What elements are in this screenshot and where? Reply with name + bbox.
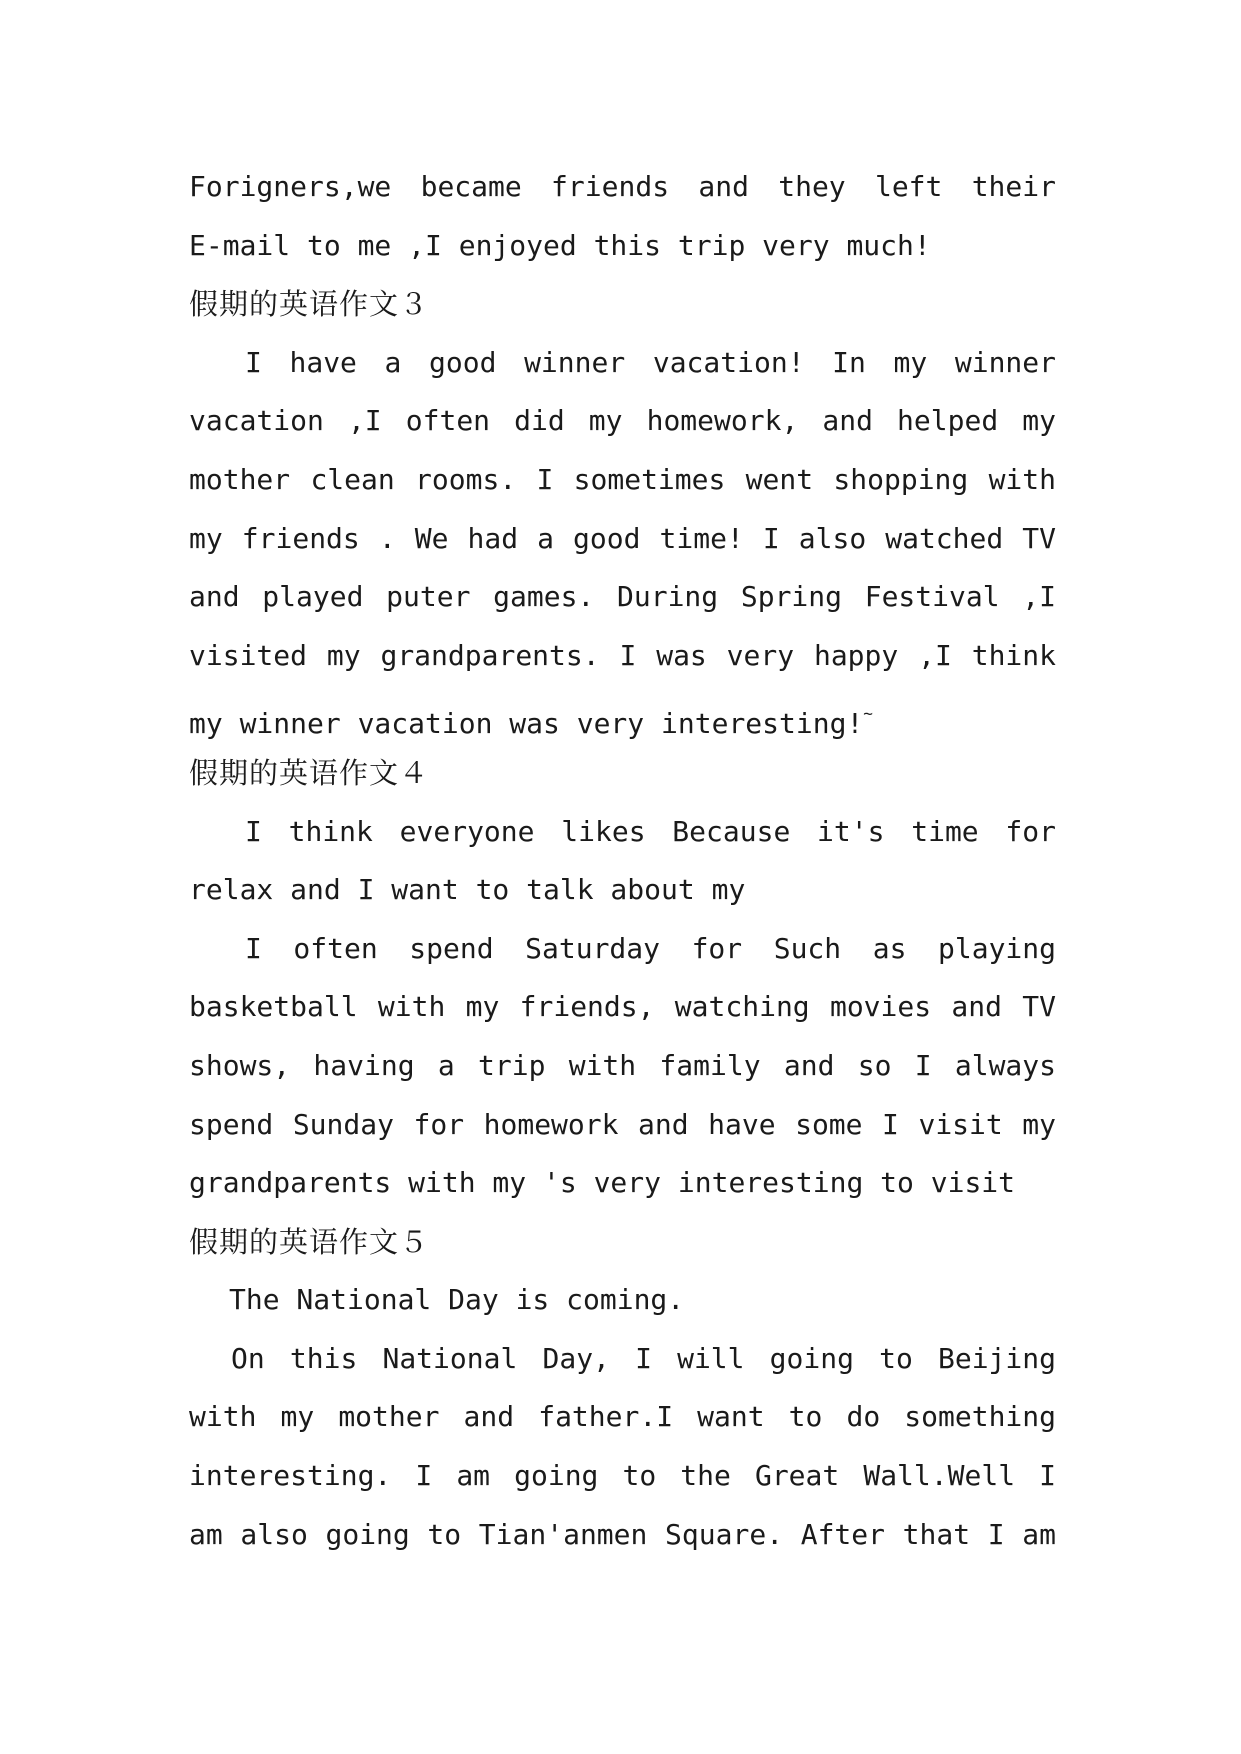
- text-line-content: my winner vacation was very interesting!: [189, 707, 864, 741]
- text-line: [189, 1271, 1056, 1330]
- document-body: [189, 158, 1056, 1564]
- text-line: [189, 334, 1056, 393]
- text-line: [189, 1330, 1056, 1389]
- text-line: am also going to Tian'anmen Square. After that I am: [189, 1517, 1056, 1551]
- text-line: vacation ,I often did my homework, and helped my: [189, 404, 1056, 438]
- text-line-content: On this National Day, I will going to Beijing: [231, 1341, 1056, 1375]
- text-line: [189, 920, 1056, 979]
- text-line: and played puter games. During Spring Festival ,I: [189, 580, 1056, 614]
- text-line-content: I often spend Saturday for Such as playing: [245, 931, 1056, 965]
- text-line: with my mother and father.I want to do something: [189, 1400, 1056, 1434]
- text-line-content: I have a good winner vacation! In my winner: [245, 345, 1056, 379]
- section-heading: 假期的英语作文４: [189, 755, 430, 790]
- text-line-content: The National Day is coming.: [229, 1283, 685, 1317]
- text-line: my friends . We had a good time! I also watched TV: [189, 521, 1056, 555]
- text-line: basketball with my friends, watching movies and TV: [189, 990, 1056, 1024]
- text-line: spend Sunday for homework and have some I visit my: [189, 1107, 1056, 1141]
- text-line: mother clean rooms. I sometimes went shopping with: [189, 462, 1056, 496]
- text-line: [189, 803, 1056, 862]
- text-line: grandparents with my 's very interesting to visit: [189, 1166, 1016, 1200]
- tilde-mark: ~: [863, 704, 873, 724]
- section-heading: 假期的英语作文５: [189, 1224, 430, 1259]
- section-heading: 假期的英语作文３: [189, 287, 430, 322]
- text-line: visited my grandparents. I was very happy ,I think: [189, 638, 1056, 672]
- text-line: Forigners,we became friends and they left their: [189, 170, 1056, 203]
- text-line: E-mail to me ,I enjoyed this trip very much!: [189, 228, 931, 262]
- text-line: shows, having a trip with family and so I always: [189, 1048, 1056, 1082]
- text-line: relax and I want to talk about my: [189, 873, 746, 907]
- text-line-content: I think everyone likes Because it's time for: [245, 814, 1056, 848]
- text-line: interesting. I am going to the Great Wall.Well I: [189, 1459, 1056, 1493]
- text-line: [189, 685, 1056, 744]
